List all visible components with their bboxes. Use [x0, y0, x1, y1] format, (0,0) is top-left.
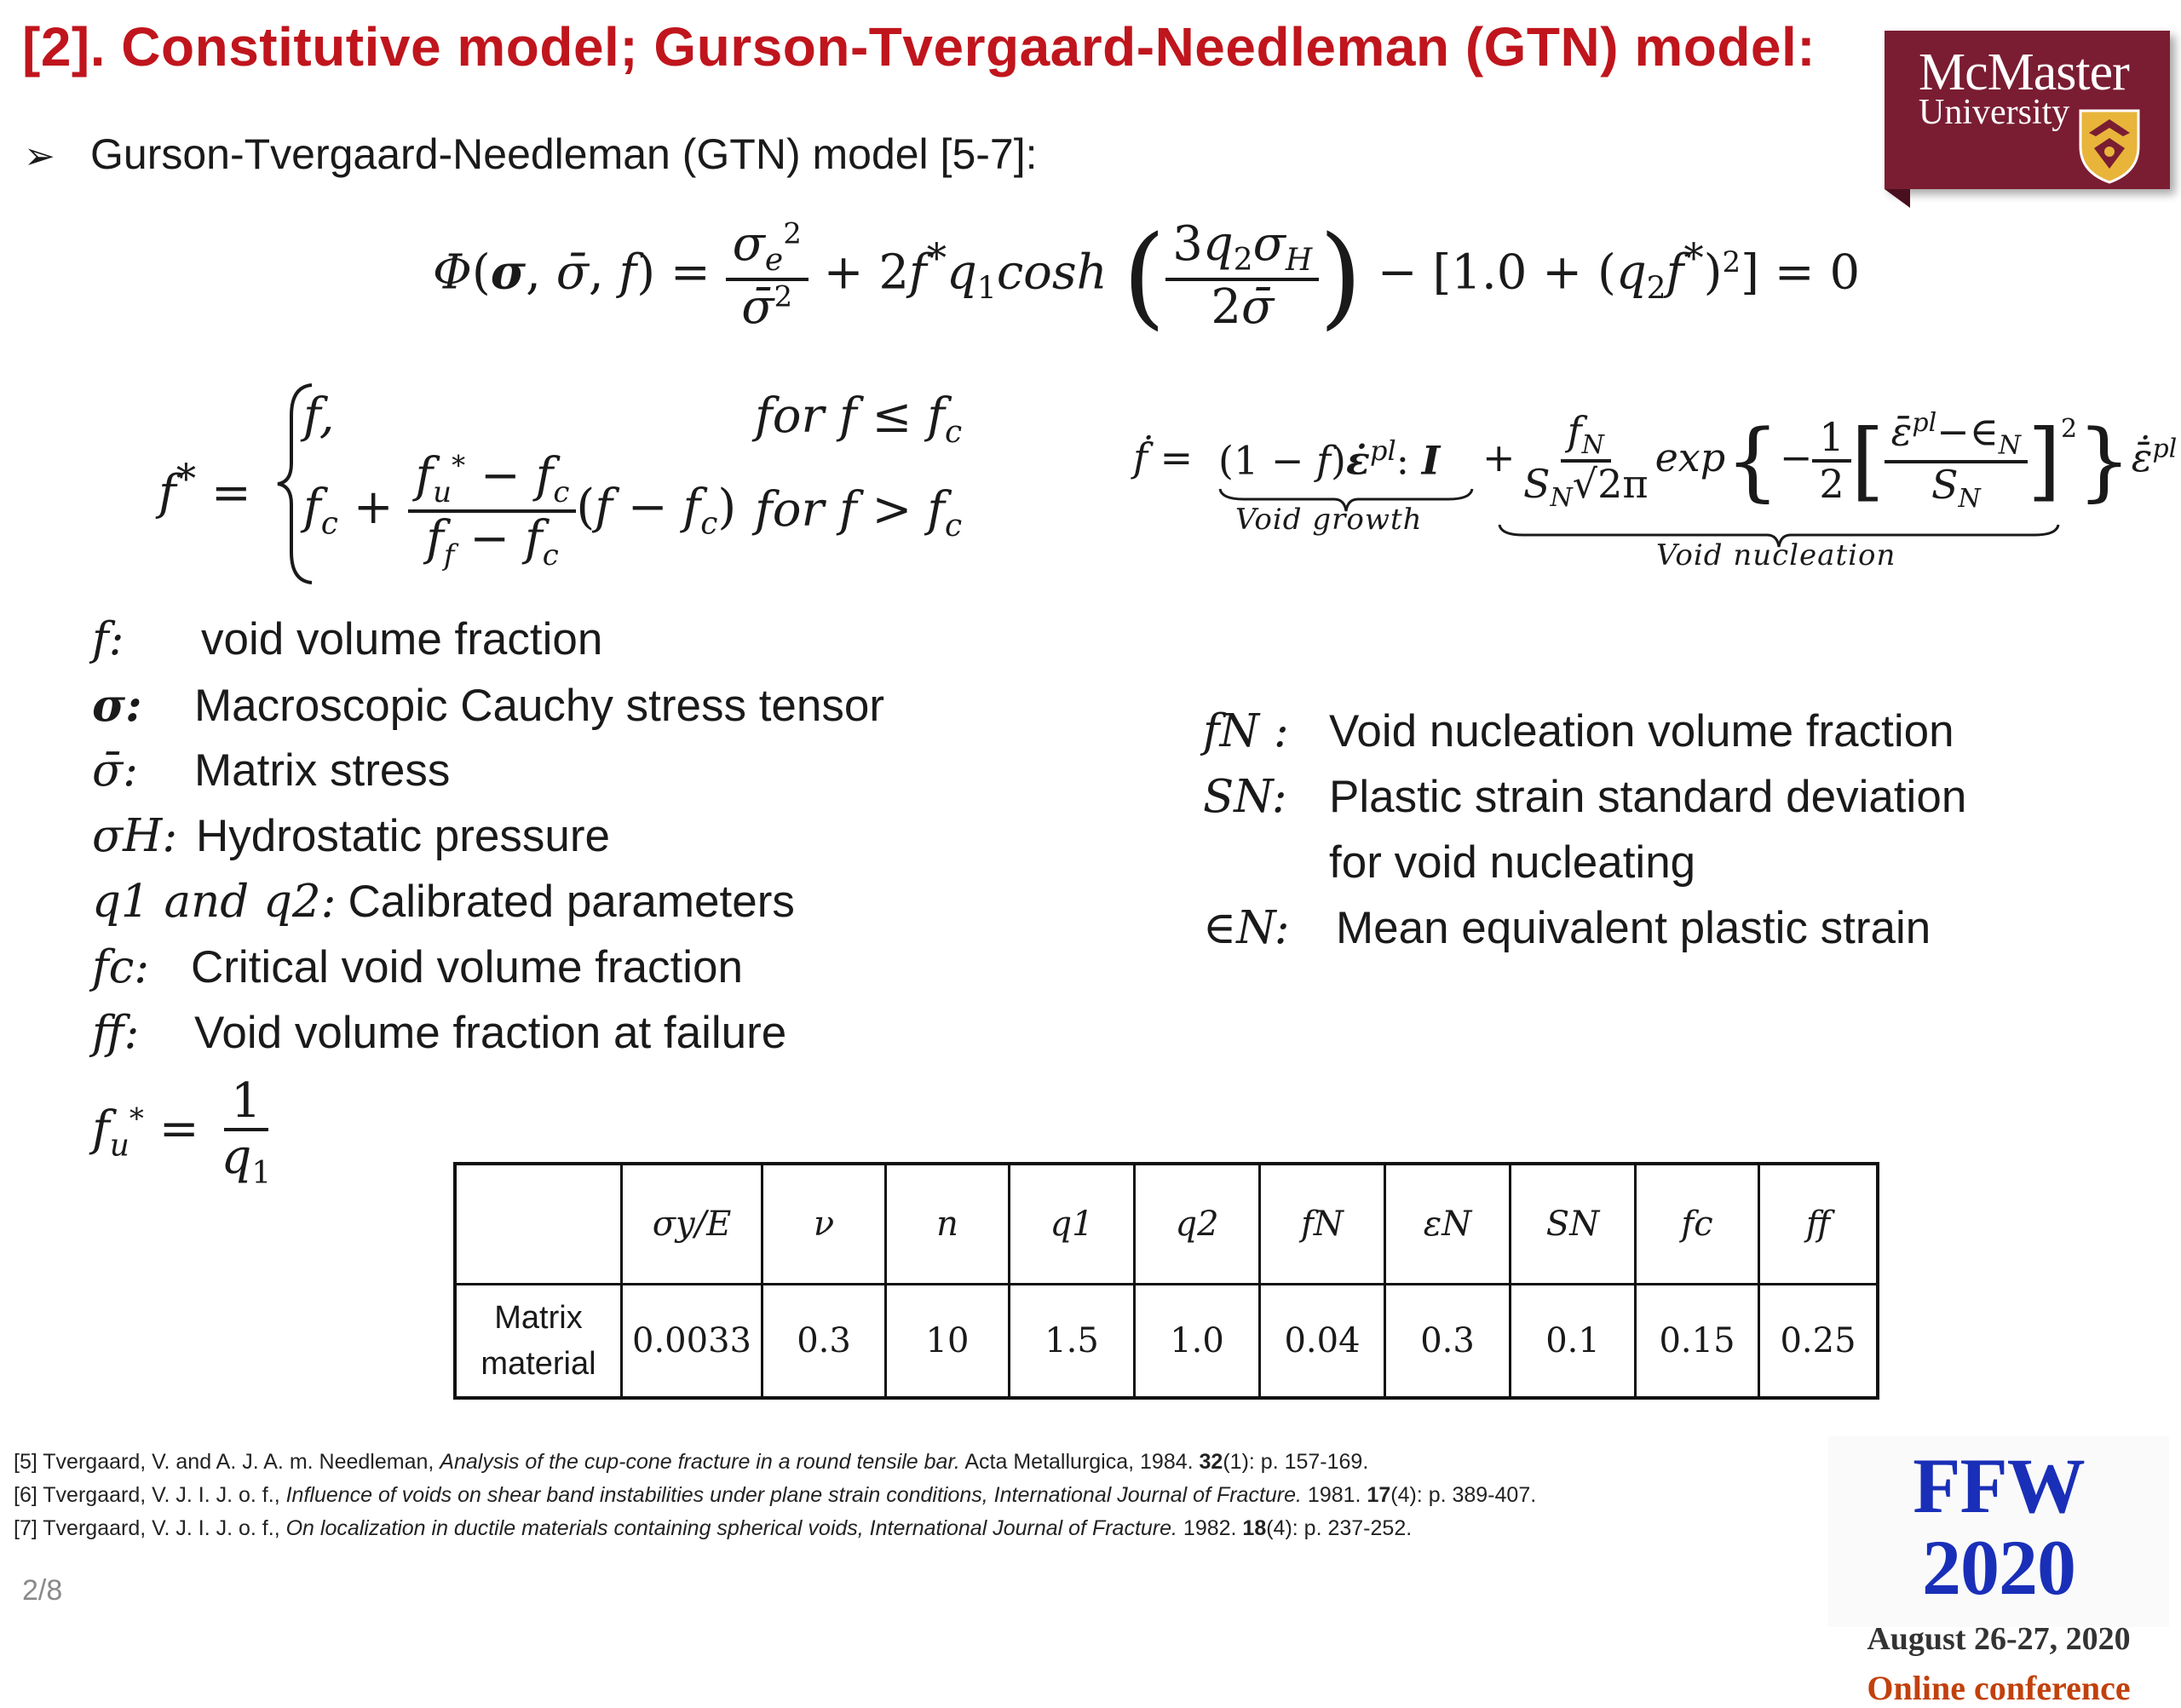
legend-item — [92, 1007, 1200, 1073]
bullet-gtn-model — [24, 129, 1038, 179]
slide-title: [2]. Constitutive model; Gurson-Tvergaard-Needleman (GTN) model: — [22, 16, 1816, 78]
legend-left — [92, 613, 1200, 1073]
logo-line1: McMaster — [1919, 43, 2129, 101]
legend-text: Hydrostatic pressure — [196, 811, 611, 861]
arrow-bullet-icon: ➢ — [24, 135, 55, 177]
reference-6 — [14, 1483, 1536, 1508]
page-number: 2/8 — [22, 1574, 63, 1607]
table-cell: 0.04 — [1260, 1285, 1385, 1399]
table-header-cell: ff — [1759, 1164, 1879, 1285]
table-cell: 0.25 — [1759, 1285, 1879, 1399]
table-header-cell: fc — [1636, 1164, 1759, 1285]
legend-text: Calibrated parameters — [348, 877, 795, 927]
bullet-text: Gurson-Tvergaard-Needleman (GTN) model [5-7]: — [90, 130, 1038, 178]
logo-line2: University — [1919, 93, 2070, 132]
legend-item — [92, 810, 1200, 876]
legend-text: Macroscopic Cauchy stress tensor — [194, 681, 885, 731]
ref-authors: [5] Tvergaard, V. and A. J. A. m. Needleman, — [14, 1450, 440, 1474]
row-label-line2: material — [481, 1346, 596, 1382]
legend-text: Matrix stress — [194, 745, 451, 796]
legend-right — [1203, 705, 2140, 968]
ref-title: On localization in ductile materials containing spherical voids, International Journal of Fracture. — [285, 1516, 1177, 1540]
ref-title: Influence of voids on shear band instabilities under plane strain conditions, International Journal of Fracture. — [285, 1483, 1302, 1507]
table-corner-cell — [455, 1164, 622, 1285]
table-cell: 0.15 — [1636, 1285, 1759, 1399]
table-cell: 0.1 — [1511, 1285, 1636, 1399]
table-header-cell: σy/E — [622, 1164, 762, 1285]
legend-text: Void volume fraction at failure — [194, 1008, 787, 1058]
legend-text: Plastic strain standard deviation — [1329, 772, 1967, 822]
crest-icon — [2077, 107, 2142, 184]
legend-item — [92, 679, 1200, 745]
legend-item — [92, 876, 1200, 941]
ref-journal: Acta Metallurgica, 1984. — [959, 1450, 1200, 1474]
table-header-cell: fN — [1260, 1164, 1385, 1285]
legend-item — [92, 613, 1200, 679]
legend-symbol: σH: — [92, 810, 178, 862]
void-growth-label: Void growth — [1235, 503, 1423, 537]
conference-badge — [1828, 1436, 2169, 1707]
table-header-cell: SN — [1511, 1164, 1636, 1285]
fu-star-equation: $f_u^*$ = $\frac{1}{q_1}$ — [92, 1073, 272, 1191]
legend-symbol: ∈N: — [1203, 902, 1290, 954]
legend-item — [1203, 771, 2140, 837]
legend-text: void volume fraction — [201, 614, 603, 664]
conference-dates: August 26-27, 2020 — [1867, 1621, 2131, 1657]
ref-pages: (1): p. 157-169. — [1223, 1450, 1369, 1474]
legend-text: Critical void volume fraction — [191, 942, 744, 992]
legend-item — [92, 941, 1200, 1007]
conference-name: FFW 2020 — [1913, 1442, 2085, 1611]
legend-text: Mean equivalent plastic strain — [1336, 903, 1931, 953]
table-header-cell: ν — [762, 1164, 886, 1285]
legend-text: Void nucleation volume fraction — [1329, 706, 1954, 756]
legend-symbol: σ̄: — [92, 745, 139, 796]
table-cell: 1.5 — [1010, 1285, 1135, 1399]
ref-journal: 1982. — [1177, 1516, 1243, 1540]
ref-authors: [6] Tvergaard, V. J. I. J. o. f., — [14, 1483, 286, 1507]
ref-pages: (4): p. 237-252. — [1266, 1516, 1413, 1540]
table-cell: 0.0033 — [622, 1285, 762, 1399]
legend-text: for void nucleating — [1329, 837, 1696, 888]
legend-symbol: q1 and q2: — [92, 876, 337, 928]
table-cell: 0.3 — [762, 1285, 886, 1399]
void-nucleation-label: Void nucleation — [1656, 538, 1896, 572]
legend-symbol: f: — [92, 613, 124, 665]
f-star-piecewise-equation: f* = f, for $f \le f_c$ $f_c$ + $\frac{f_u^* - f_c}{f_f - f_c}$ $(f - f_c)$ for $f > f_c$ — [158, 382, 976, 586]
table-header-cell: q2 — [1135, 1164, 1260, 1285]
ref-pages: (4): p. 389-407. — [1390, 1483, 1537, 1507]
table-cell: 10 — [886, 1285, 1010, 1399]
ref-volume: 32 — [1199, 1450, 1223, 1474]
parameters-table — [453, 1162, 1879, 1400]
table-header-row — [455, 1164, 1878, 1285]
conference-mode: Online conference — [1867, 1669, 2131, 1707]
reference-5 — [14, 1450, 1368, 1475]
ref-title: Analysis of the cup-cone fracture in a round tensile bar. — [440, 1450, 960, 1474]
table-header-cell: n — [886, 1164, 1010, 1285]
table-cell: 0.3 — [1385, 1285, 1511, 1399]
legend-item — [1203, 837, 2140, 902]
legend-symbol: σ: — [92, 679, 142, 732]
legend-symbol: SN: — [1203, 771, 1287, 823]
reference-7 — [14, 1516, 1412, 1541]
legend-item — [1203, 705, 2140, 771]
table-row-label — [455, 1285, 622, 1399]
void-evolution-equation: ḟ = (1 − f)ε̇$^{pl}$: I Void growth + $\frac{f_N}{S_N√2\pi}$ exp{− $\frac{1}{2}$ [ $\frac{\varepsilon̄^{pl}-\in_N}{S_N}$ ]$^2$}ε̄̇$^{pl}$ Void nucleation — [1133, 407, 2178, 572]
row-label-line1: Matrix — [494, 1300, 583, 1336]
yield-function-equation: Φ(σ, σ̄, f) = $\frac{\sigma_e^2}{\sigmā^2}$ + $2f^*q_1\cosh$ ( $\frac{3q_2\sigma_H}{2\sigmā}$ ) − $[1.0 + (q_2f^*)^2] = 0$ — [433, 211, 1861, 341]
table-header-cell: q1 — [1010, 1164, 1135, 1285]
table-row — [455, 1285, 1878, 1399]
ref-volume: 18 — [1242, 1516, 1267, 1540]
ref-authors: [7] Tvergaard, V. J. I. J. o. f., — [14, 1516, 286, 1540]
legend-symbol: ff: — [92, 1007, 140, 1059]
legend-item — [1203, 902, 2140, 968]
ref-volume: 17 — [1367, 1483, 1391, 1507]
ref-journal: 1981. — [1301, 1483, 1367, 1507]
table-header-cell: εN — [1385, 1164, 1511, 1285]
legend-item — [92, 745, 1200, 810]
table-cell: 1.0 — [1135, 1285, 1260, 1399]
mcmaster-logo — [1885, 31, 2170, 189]
legend-symbol: fc: — [92, 941, 150, 993]
legend-symbol: fN : — [1203, 705, 1289, 757]
